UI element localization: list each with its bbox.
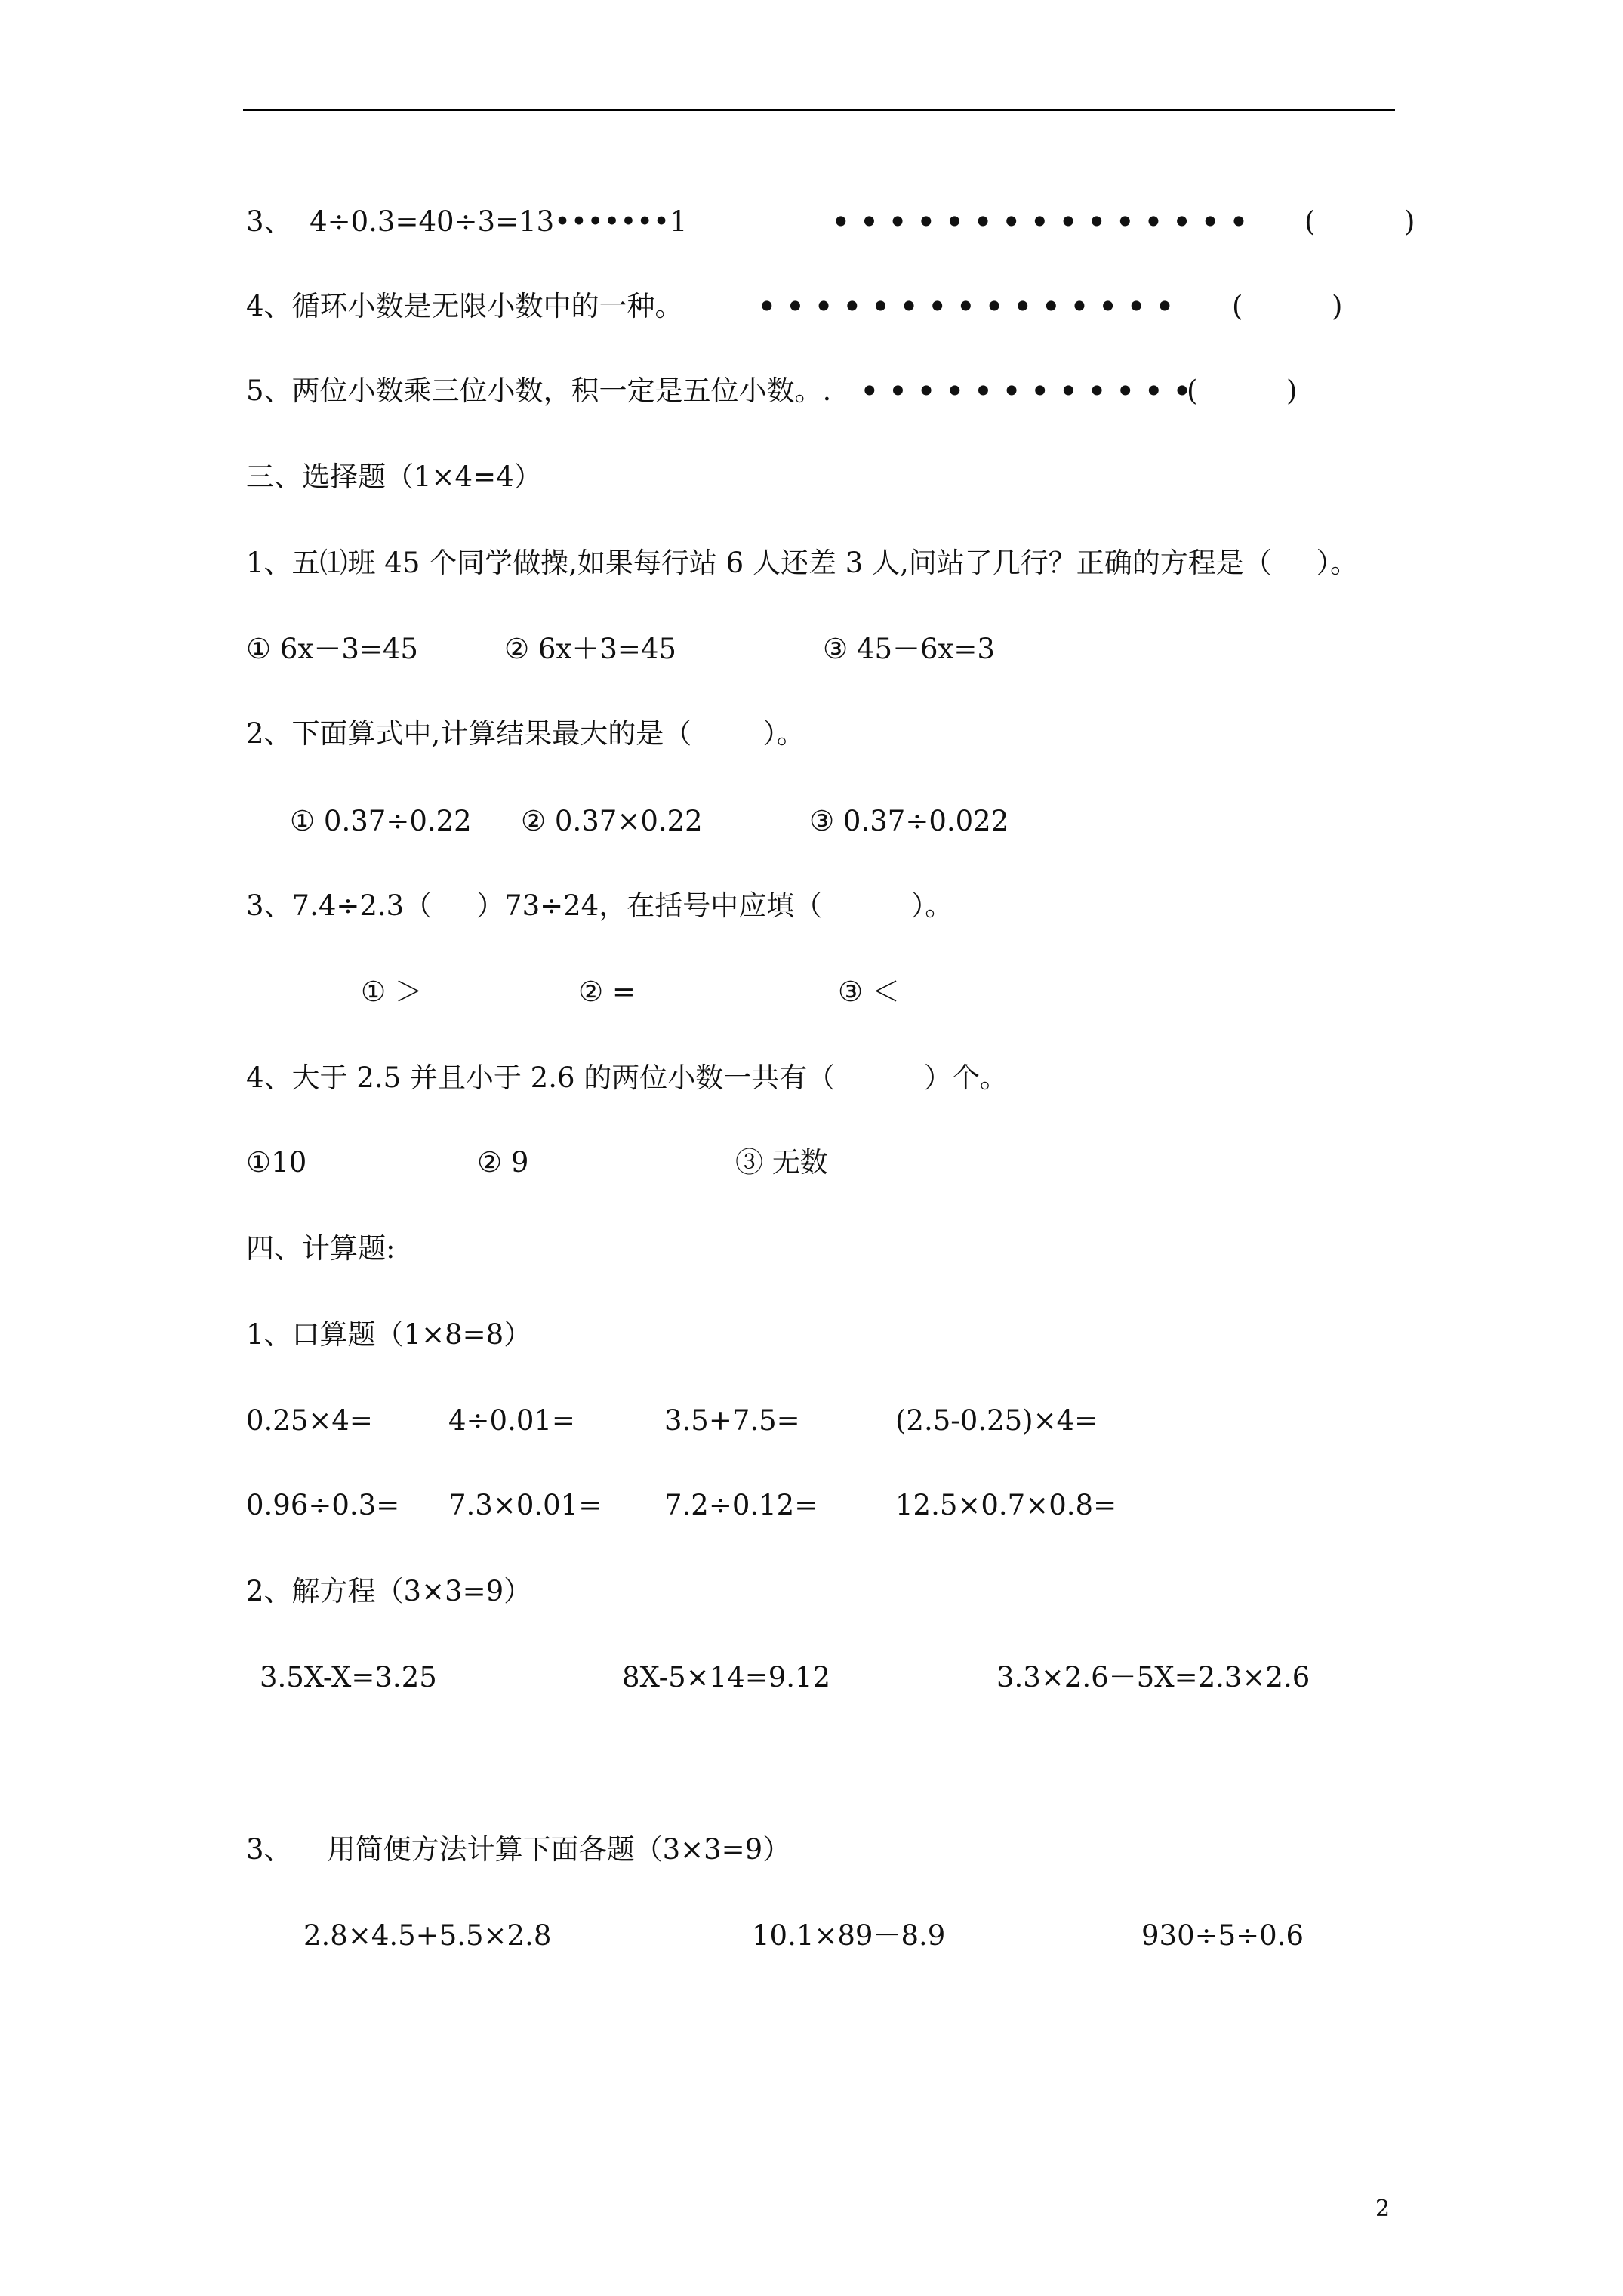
oral-calc-item: 4÷0.01= (448, 1404, 575, 1437)
s3-q4-option-3: ③ 无数 (735, 1146, 828, 1179)
tf-q3-answer-blank[interactable]: ( ) (1304, 205, 1415, 238)
tf-q4-answer-blank[interactable]: ( ) (1232, 290, 1343, 322)
s3-q1-option-3: ③ 45－6x=3 (823, 633, 995, 665)
tf-q5-dots: •••••••••••• (861, 374, 1202, 408)
section3-title: 三、选择题（1×4=4） (246, 461, 542, 493)
tf-q3-dots: ••••••••••••••• (832, 205, 1258, 239)
oral-calc-item: 3.5+7.5= (664, 1404, 800, 1437)
tf-q4-text: 4、循环小数是无限小数中的一种。 (246, 290, 683, 322)
equation-item: 3.3×2.6－5X=2.3×2.6 (996, 1661, 1310, 1693)
s3-q3-option-3: ③ ＜ (838, 975, 900, 1008)
oral-calc-item: 12.5×0.7×0.8= (895, 1489, 1117, 1521)
oral-calc-item: 0.96÷0.3= (246, 1489, 400, 1521)
oral-calc-item: 0.25×4= (246, 1404, 373, 1437)
s3-q3-option-2: ② = (578, 975, 636, 1008)
s3-q4-option-2: ② 9 (477, 1146, 529, 1179)
equations-title: 2、解方程（3×3=9） (246, 1575, 532, 1607)
simplify-item: 10.1×89－8.9 (752, 1919, 946, 1952)
s3-q2-option-1: ① 0.37÷0.22 (290, 805, 472, 837)
equation-item: 8X-5×14=9.12 (622, 1661, 831, 1693)
oral-calc-item: 7.3×0.01= (448, 1489, 602, 1521)
equation-item: 3.5X-X=3.25 (260, 1661, 437, 1693)
s3-q2-option-3: ③ 0.37÷0.022 (809, 805, 1009, 837)
oral-calc-item: (2.5-0.25)×4= (895, 1404, 1098, 1437)
oral-calc-item: 7.2÷0.12= (664, 1489, 818, 1521)
tf-q3-text: 3、 4÷0.3=40÷3=13•••••••1 (246, 205, 688, 238)
s3-q2-text: 2、下面算式中,计算结果最大的是（ ）。 (246, 717, 805, 750)
simplify-item: 2.8×4.5+5.5×2.8 (303, 1919, 552, 1952)
s3-q3-text: 3、7.4÷2.3（ ）73÷24，在括号中应填（ ）。 (246, 889, 953, 922)
s3-q4-text: 4、大于 2.5 并且小于 2.6 的两位小数一共有（ ）个。 (246, 1062, 1008, 1094)
simplify-title: 3、 用简便方法计算下面各题（3×3=9） (246, 1833, 791, 1866)
s3-q1-option-2: ② 6x＋3=45 (504, 633, 676, 665)
tf-q5-answer-blank[interactable]: ( ) (1187, 374, 1298, 407)
s3-q4-option-1: ①10 (246, 1146, 307, 1179)
oral-calc-title: 1、口算题（1×8=8） (246, 1318, 532, 1351)
header-rule (243, 109, 1395, 111)
tf-q5-text: 5、两位小数乘三位小数，积一定是五位小数。. (246, 374, 832, 407)
s3-q3-option-1: ① ＞ (361, 975, 423, 1008)
section4-title: 四、计算题: (246, 1232, 396, 1265)
page-number: 2 (1375, 2196, 1390, 2222)
simplify-item: 930÷5÷0.6 (1141, 1919, 1304, 1952)
s3-q1-text: 1、五⑴班 45 个同学做操,如果每行站 6 人还差 3 人,问站了几行？正确的方程是（ ）。 (246, 547, 1359, 579)
tf-q4-dots: ••••••••••••••• (758, 290, 1184, 323)
s3-q1-option-1: ① 6x－3=45 (246, 633, 418, 665)
s3-q2-option-2: ② 0.37×0.22 (521, 805, 703, 837)
